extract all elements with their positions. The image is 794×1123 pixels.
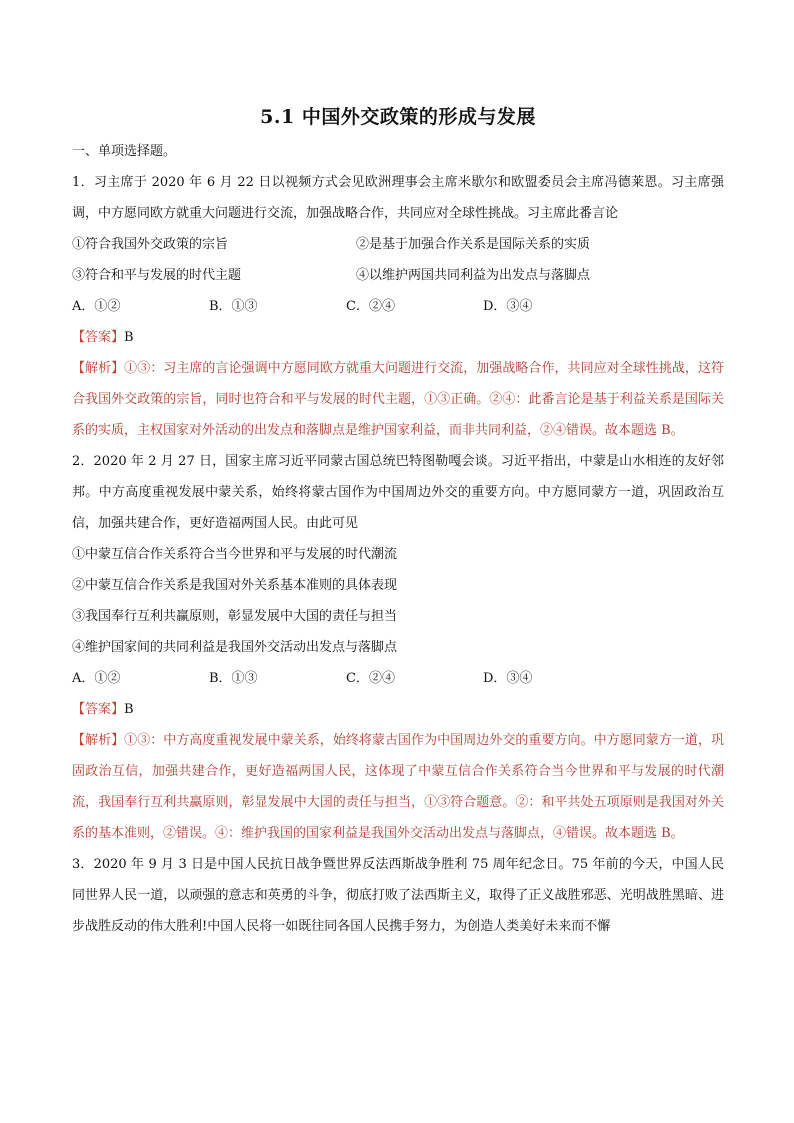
analysis-tag: 【解析】 [72, 733, 125, 748]
page-title: 5.1 中国外交政策的形成与发展 [260, 106, 536, 128]
option-list [72, 229, 724, 291]
option-item: ②中蒙互信合作关系是我国对外关系基本准则的具体表现 [72, 578, 398, 593]
document-page [72, 100, 724, 942]
answer-tag: 【答案】 [72, 702, 125, 717]
question-stem: 3．2020 年 9 月 3 日是中国人民抗日战争暨世界反法西斯战争胜利 75 周年纪念日。75 年前的今天，中国人民同世界人民一道，以顽强的意志和英勇的斗争，彻底打败了法西斯主义，取得了正义战胜邪恶、光明战胜黑暗、进步战胜反动的伟大胜利!中国人民将一如既往同各国人民携手努力，为创造人类美好未来而不懈 [72, 857, 724, 934]
choice-b: B．①③ [209, 299, 258, 314]
analysis-tag: 【解析】 [72, 361, 125, 376]
option-item: ④以维护两国共同利益为出发点与落脚点 [356, 268, 591, 283]
analysis-paragraph [72, 725, 724, 849]
answer-value: B [124, 702, 134, 717]
answer-line [72, 322, 724, 353]
question-1 [72, 167, 724, 446]
option-item: ③我国奉行互利共赢原则，彰显发展中大国的责任与担当 [72, 609, 398, 624]
section-heading: 一、单项选择题。 [72, 144, 177, 159]
question-3 [72, 849, 724, 942]
option-item: ①符合我国外交政策的宗旨 [72, 237, 229, 252]
choice-c: C．②④ [346, 671, 395, 686]
choice-d: D．③④ [483, 671, 533, 686]
choice-a: A．①② [72, 299, 121, 314]
analysis-text: ①③：中方高度重视发展中蒙关系，始终将蒙古国作为中国周边外交的重要方向。中方愿同蒙方一道，巩固政治互信，加强共建合作，更好造福两国人民，这体现了中蒙互信合作关系符合当今世界和平与发展的时代潮流，我国奉行互利共赢原则，彰显发展中大国的责任与担当，①③符合题意。②：和平共处五项原则是我国对外关系的基本准则，②错误。④：维护我国的国家利益是我国外交活动出发点与落脚点，④错误。故本题选 B。 [72, 733, 724, 841]
option-item: ④维护国家间的共同利益是我国外交活动出发点与落脚点 [72, 640, 398, 655]
choice-a: A．①② [72, 671, 121, 686]
analysis-text: ①③：习主席的言论强调中方愿同欧方就重大问题进行交流，加强战略合作，共同应对全球性挑战，这符合我国外交政策的宗旨，同时也符合和平与发展的时代主题，①③正确。②④：此番言论是基于利益关系是国际关系的实质，主权国家对外活动的出发点和落脚点是维护国家利益，而非共同利益，②④错误。故本题选 B。 [72, 361, 724, 438]
question-stem: 1．习主席于 2020 年 6 月 22 日以视频方式会见欧洲理事会主席米歇尔和欧盟委员会主席冯德莱恩。习主席强调，中方愿同欧方就重大问题进行交流，加强战略合作，共同应对全球性挑战。习主席此番言论 [72, 175, 724, 221]
choice-row [72, 291, 724, 322]
choice-d: D．③④ [483, 299, 533, 314]
choice-row [72, 663, 724, 694]
option-item: ②是基于加强合作关系是国际关系的实质 [356, 237, 591, 252]
analysis-paragraph [72, 353, 724, 446]
question-2 [72, 446, 724, 849]
option-item: ③符合和平与发展的时代主题 [72, 268, 242, 283]
question-stem: 2．2020 年 2 月 27 日，国家主席习近平同蒙古国总统巴特图勒嘎会谈。习近平指出，中蒙是山水相连的友好邻邦。中方高度重视发展中蒙关系，始终将蒙古国作为中国周边外交的重要方向。中方愿同蒙方一道，巩固政治互信，加强共建合作，更好造福两国人民。由此可见 [72, 454, 724, 531]
option-item: ①中蒙互信合作关系符合当今世界和平与发展的时代潮流 [72, 547, 398, 562]
answer-line [72, 694, 724, 725]
answer-tag: 【答案】 [72, 330, 125, 345]
choice-b: B．①③ [209, 671, 258, 686]
answer-value: B [124, 330, 134, 345]
choice-c: C．②④ [346, 299, 395, 314]
